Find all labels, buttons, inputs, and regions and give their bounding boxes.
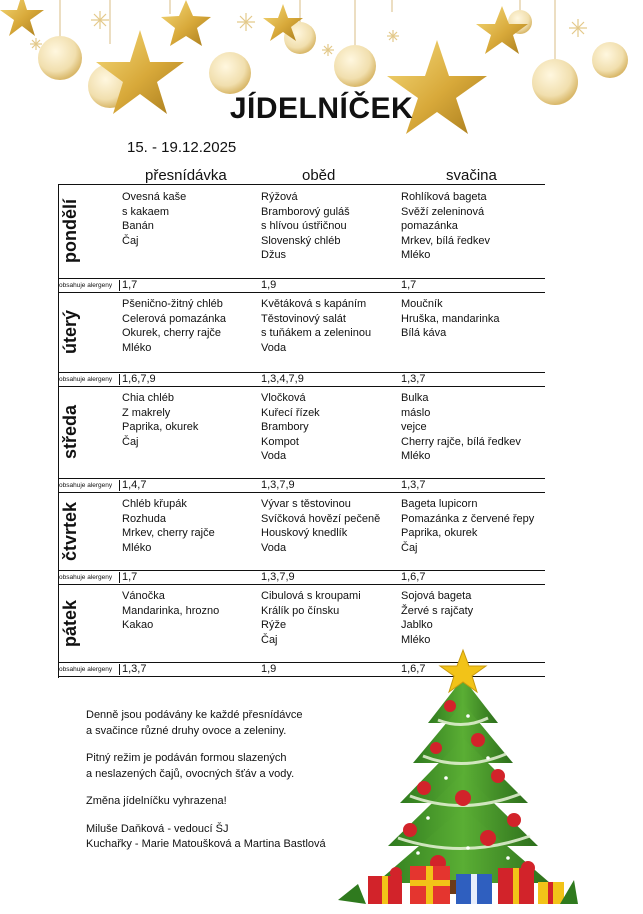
menu-item: pomazánka (401, 220, 458, 233)
date-range: 15. - 19.12.2025 (127, 139, 237, 156)
menu-cell-snack1 (122, 497, 215, 555)
column-header-lunch: oběd (302, 167, 336, 184)
allergen-row (58, 372, 545, 387)
allergen-row (58, 478, 545, 493)
allergen-value-lunch: 1,9 (261, 663, 277, 675)
allergen-value-snack1: 1,4,7 (122, 479, 147, 491)
menu-item: Bageta lupicorn (401, 498, 478, 510)
menu-item: Čaj (261, 633, 278, 646)
menu-item: Kompot (261, 435, 299, 448)
allergen-value-snack1: 1,3,7 (122, 663, 147, 675)
menu-item: vejce (401, 421, 427, 434)
allergen-value-snack2: 1,6,7 (401, 571, 426, 583)
note-line: Kuchařky - Marie Matoušková a Martina Bastlová (86, 838, 326, 850)
allergen-value-lunch: 1,3,7,9 (261, 571, 295, 583)
menu-cell-snack2 (401, 391, 521, 464)
menu-item: Brambory (261, 421, 309, 434)
menu-item: s kakaem (122, 205, 170, 218)
menu-item: Mrkev, bílá ředkev (401, 234, 491, 247)
note-line: a svačince různé druhy ovoce a zeleniny. (86, 724, 287, 737)
table-left-border (58, 184, 59, 678)
allergen-value-lunch: 1,9 (261, 279, 277, 291)
menu-item: Mléko (122, 541, 152, 554)
menu-item: Svíčková hovězí pečeně (261, 512, 381, 525)
menu-item: Houskový knedlík (261, 527, 348, 540)
menu-item: Žervé s rajčaty (401, 604, 474, 617)
day-label: čtvrtek (60, 501, 80, 561)
allergen-value-lunch: 1,3,4,7,9 (261, 373, 304, 385)
menu-cell-snack1 (122, 391, 198, 449)
menu-item: Pomazánka z červené řepy (401, 512, 535, 525)
menu-item: Džus (261, 249, 287, 262)
menu-cell-lunch (261, 190, 350, 263)
menu-item: Chléb křupák (122, 498, 187, 510)
menu-item: Sojová bageta (401, 590, 472, 602)
menu-cell-snack2 (401, 497, 534, 555)
menu-item: Mléko (401, 249, 431, 262)
menu-cell-lunch (261, 589, 361, 647)
menu-cell-snack1 (122, 297, 226, 355)
note-drinks (86, 751, 326, 782)
allergen-value-snack2: 1,3,7 (401, 479, 426, 491)
menu-item: máslo (401, 406, 431, 419)
menu-item: Rýžová (261, 191, 298, 203)
menu-item: Vývar s těstovinou (261, 498, 351, 510)
christmas-tree-icon (338, 648, 578, 910)
notes-block (86, 708, 326, 865)
day-label: středa (60, 404, 80, 460)
allergen-value-snack2: 1,6,7 (401, 663, 426, 675)
menu-item: Kuřecí řízek (261, 406, 320, 419)
menu-item: s tuňákem a zeleninou (261, 327, 372, 340)
menu-item: Ovesná kaše (122, 191, 187, 203)
menu-cell-lunch (261, 297, 371, 355)
note-change (86, 794, 326, 810)
menu-item: Paprika, okurek (122, 421, 199, 434)
note-line: Denně jsou podávány ke každé přesnídávce (86, 709, 303, 721)
menu-item: Banán (122, 220, 154, 233)
allergen-label: obsahuje alergeny (59, 572, 120, 583)
menu-item: Mléko (401, 633, 431, 646)
menu-cell-lunch (261, 391, 320, 464)
menu-item: Voda (261, 341, 287, 354)
menu-item: s hlívou ústřičnou (261, 220, 347, 233)
menu-item: Mléko (122, 341, 152, 354)
page-title: JÍDELNÍČEK (229, 92, 414, 125)
column-header-snack1: přesnídávka (145, 167, 227, 184)
column-header-snack2: svačina (446, 167, 497, 184)
allergen-value-lunch: 1,3,7,9 (261, 479, 295, 491)
menu-cell-snack2 (401, 190, 490, 263)
menu-item: Rozhuda (122, 512, 167, 525)
menu-item: Cibulová s kroupami (261, 590, 361, 602)
menu-item: Bramborový guláš (261, 205, 350, 218)
menu-item: Voda (261, 541, 287, 554)
menu-item: Vánočka (122, 590, 165, 602)
note-fruit (86, 708, 326, 739)
menu-item: Slovenský chléb (261, 234, 341, 247)
menu-item: Voda (261, 450, 287, 463)
menu-item: Králík po čínsku (261, 604, 340, 617)
note-staff (86, 822, 326, 853)
menu-item: Moučník (401, 298, 443, 310)
allergen-label: obsahuje alergeny (59, 480, 120, 491)
menu-item: Rohlíková bageta (401, 191, 487, 203)
menu-item: Čaj (401, 541, 418, 554)
menu-item: Bílá káva (401, 327, 447, 340)
note-line: Změna jídelníčku vyhrazena! (86, 795, 227, 807)
menu-item: Pšenično-žitný chléb (122, 298, 223, 310)
menu-item: Cherry rajče, bílá ředkev (401, 435, 521, 448)
allergen-label: obsahuje alergeny (59, 374, 120, 385)
note-line: Miluše Daňková - vedoucí ŠJ (86, 822, 229, 835)
menu-item: Mléko (401, 450, 431, 463)
allergen-value-snack1: 1,7 (122, 279, 138, 291)
menu-item: Mrkev, cherry rajče (122, 527, 215, 540)
note-line: a neslazených čajů, ovocných šťáv a vody. (86, 767, 295, 780)
menu-item: Chia chléb (122, 392, 174, 404)
menu-item: Mandarinka, hrozno (122, 604, 220, 617)
note-line: Pitný režim je podáván formou slazených (86, 752, 287, 764)
menu-item: Těstovinový salát (261, 312, 346, 325)
allergen-row (58, 278, 545, 293)
day-label: pátek (60, 599, 80, 647)
menu-item: Z makrely (122, 406, 171, 419)
menu-item: Jablko (401, 619, 433, 632)
allergen-row (58, 570, 545, 585)
menu-item: Okurek, cherry rajče (122, 327, 222, 340)
menu-item: Kakao (122, 619, 154, 632)
menu-item: Bulka (401, 392, 429, 404)
menu-cell-snack2 (401, 589, 473, 647)
allergen-value-snack2: 1,7 (401, 279, 417, 291)
menu-item: Květáková s kapáním (261, 298, 367, 310)
allergen-value-snack1: 1,6,7,9 (122, 373, 156, 385)
menu-cell-snack1 (122, 190, 186, 248)
menu-cell-lunch (261, 497, 380, 555)
menu-cell-snack1 (122, 589, 219, 633)
allergen-label: obsahuje alergeny (59, 280, 120, 291)
allergen-label: obsahuje alergeny (59, 664, 120, 675)
menu-cell-snack2 (401, 297, 499, 341)
day-label: pondělí (60, 199, 80, 264)
table-top-border (58, 184, 545, 185)
menu-item: Rýže (261, 619, 287, 632)
menu-item: Vločková (261, 392, 306, 404)
allergen-value-snack1: 1,7 (122, 571, 138, 583)
day-label: úterý (60, 310, 80, 355)
menu-item: Hruška, mandarinka (401, 312, 500, 325)
menu-item: Paprika, okurek (401, 527, 478, 540)
menu-item: Čaj (122, 435, 139, 448)
menu-item: Celerová pomazánka (122, 312, 226, 325)
menu-item: Čaj (122, 234, 139, 247)
menu-item: Svěží zeleninová (401, 205, 485, 218)
allergen-value-snack2: 1,3,7 (401, 373, 426, 385)
